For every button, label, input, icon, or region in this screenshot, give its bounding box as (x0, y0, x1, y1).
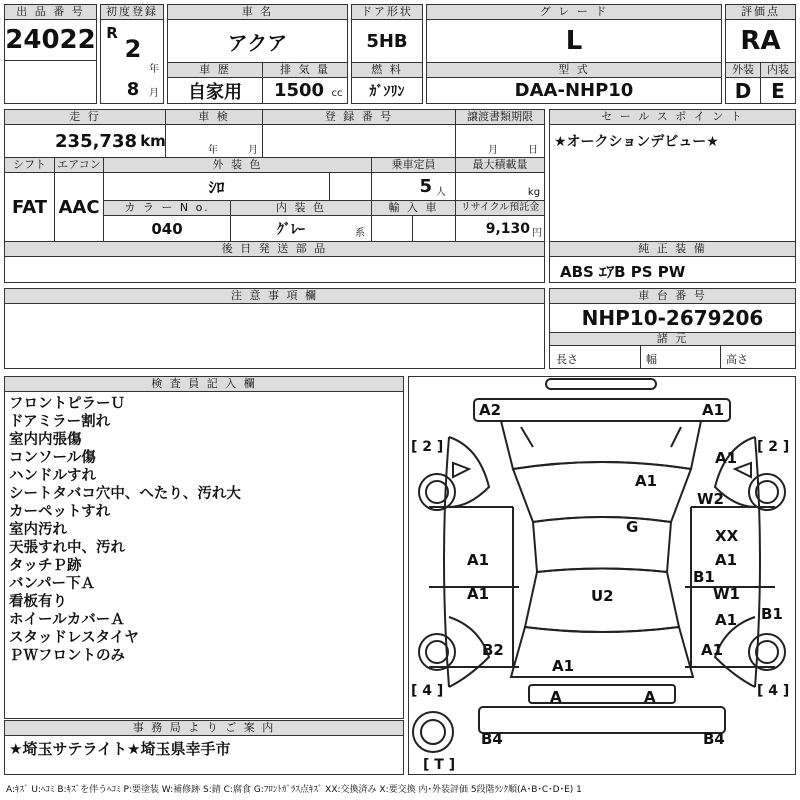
grade-box (426, 19, 722, 63)
capacity-box (371, 172, 456, 201)
equipment-value: ABS ｴｱB PS PW (560, 263, 686, 281)
transfer-month-unit: 月 (488, 144, 498, 156)
interior-header: 内装 (760, 62, 796, 78)
note-item: カーペットすれ (9, 504, 111, 520)
office-header: 事 務 局 よ り ご 案 内 (4, 720, 404, 736)
reg-no-box (262, 124, 456, 158)
note-item: 看板有り (9, 594, 67, 610)
fuel-box (351, 77, 423, 104)
width-label: 幅 (646, 353, 657, 366)
equipment-header: 純 正 装 備 (549, 241, 796, 257)
car-name-value: アクア (227, 30, 288, 55)
lot-no-value: 24022 (5, 25, 96, 55)
color-no-header: カ ラ ー N o. (103, 200, 231, 216)
color-no-value: 040 (151, 219, 183, 238)
door-header: ドア形状 (351, 4, 423, 20)
inspector-notes (9, 395, 241, 665)
aircon-header: エアコン (54, 157, 104, 173)
damage-mark: A1 (552, 657, 575, 675)
door-value: 5HB (366, 30, 408, 52)
ext-color-box (103, 172, 372, 201)
first-reg-box (100, 19, 164, 104)
displacement-unit: cc (331, 87, 343, 99)
int-color-unit: 系 (355, 227, 365, 239)
tire-front-right: [ 2 ] (757, 439, 790, 455)
damage-mark: XX (715, 527, 739, 545)
shift-header: シフト (4, 157, 55, 173)
recycle-value: 9,130 (485, 220, 530, 237)
damage-mark: B4 (481, 730, 503, 748)
max-load-unit: kg (527, 186, 541, 198)
damage-mark: A1 (635, 472, 658, 490)
office-value: ★埼玉サテライト★埼玉県幸手市 (9, 740, 231, 758)
car-name-header: 車 名 (167, 4, 348, 20)
note-item: 室内汚れ (9, 522, 67, 538)
insp-year-unit: 年 (208, 144, 218, 156)
sales-point-header: セ ー ル ス ポ イ ン ト (549, 109, 796, 125)
inspector-box (4, 391, 404, 719)
tire-front-left: [ 2 ] (411, 439, 444, 455)
reg-no-header: 登 録 番 号 (262, 109, 456, 125)
capacity-value: 5 (419, 176, 432, 197)
import-box (371, 215, 456, 242)
int-color-header: 内 装 色 (230, 200, 372, 216)
grade-value: L (565, 26, 583, 56)
lot-no-lower (4, 60, 97, 104)
damage-mark: B2 (482, 641, 504, 659)
model-value: DAA-NHP10 (514, 80, 634, 101)
inspection-box (165, 124, 263, 158)
chassis-value: NHP10-2679206 (581, 306, 764, 330)
month-unit: 月 (149, 87, 159, 99)
damage-mark: A1 (715, 449, 738, 467)
damage-mark: A1 (701, 641, 724, 659)
displacement-value: 1500 (273, 80, 325, 101)
displacement-header: 排 気 量 (262, 62, 348, 78)
tire-rear-left: [ 4 ] (411, 683, 444, 699)
damage-mark: B1 (693, 568, 715, 586)
eval-value: RA (740, 26, 781, 56)
damage-mark: A1 (467, 551, 490, 569)
eval-box (725, 19, 796, 63)
mileage-value: 235,738 (55, 130, 137, 152)
int-color-value: ｸﾞﾚｰ (277, 221, 305, 238)
note-item: ホイールカバーＡ (9, 612, 125, 628)
year-value: 2 (124, 35, 142, 63)
damage-mark: A (550, 688, 562, 706)
dimensions-box (549, 345, 796, 369)
month-value: 8 (126, 78, 140, 100)
damage-mark: A1 (715, 611, 738, 629)
later-parts-box (4, 256, 545, 283)
damage-mark: A (644, 688, 656, 706)
damage-mark: A1 (702, 401, 725, 419)
interior-box (760, 77, 796, 104)
shift-box (4, 172, 55, 242)
chassis-box (549, 303, 796, 333)
damage-mark: W1 (713, 585, 740, 603)
tire-spare: [ T ] (423, 757, 456, 773)
note-item: ハンドルすれ (9, 468, 96, 484)
note-item: ドアミラー割れ (9, 414, 111, 430)
recycle-box (455, 215, 545, 242)
mileage-header: 走 行 (4, 109, 166, 125)
tire-rear-right: [ 4 ] (757, 683, 790, 699)
caution-header: 注 意 事 項 欄 (4, 288, 545, 304)
grade-header: グ レ ー ド (426, 4, 722, 20)
era-value: R (106, 24, 118, 42)
lot-no-box (4, 19, 97, 61)
damage-mark: B4 (703, 730, 725, 748)
color-no-box (103, 215, 231, 242)
damage-mark: U2 (591, 587, 614, 605)
note-item: シートタバコ穴中、へたり、汚れ大 (9, 486, 241, 502)
aircon-value: AAC (58, 196, 100, 218)
transfer-header: 譲渡書類期限 (455, 109, 545, 125)
first-reg-header: 初度登録 (100, 4, 164, 20)
fuel-header: 燃 料 (351, 62, 423, 78)
transfer-box (455, 124, 545, 158)
note-item: バンパー下Ａ (9, 576, 95, 592)
car-name-box (167, 19, 348, 63)
mileage-unit: km (140, 132, 166, 150)
lot-no-header: 出 品 番 号 (4, 4, 97, 20)
note-item: コンソール傷 (9, 450, 96, 466)
model-box (426, 77, 722, 104)
length-label: 長さ (556, 353, 578, 366)
model-header: 型 式 (426, 62, 722, 78)
max-load-box (455, 172, 545, 201)
capacity-header: 乗車定員 (371, 157, 456, 173)
fuel-value: ｶﾞｿﾘﾝ (369, 83, 405, 100)
history-value: 自家用 (188, 81, 242, 103)
car-diagram (408, 376, 796, 775)
inspector-header: 検 査 員 記 入 欄 (4, 376, 404, 392)
history-box (167, 77, 263, 104)
note-item: ＰＷフロントのみ (9, 648, 125, 664)
damage-mark: B1 (761, 605, 783, 623)
note-item: 天張すれ中、汚れ (9, 540, 125, 556)
recycle-header: リサイクル預託金 (455, 200, 545, 216)
damage-mark: A1 (715, 551, 738, 569)
recycle-unit: 円 (532, 227, 542, 239)
note-item: タッチＰ跡 (9, 558, 82, 574)
ext-color-header: 外 装 色 (103, 157, 372, 173)
damage-mark: A2 (479, 401, 502, 419)
ext-color-value: ｼﾛ (208, 178, 225, 197)
office-box (4, 735, 404, 775)
dimensions-header: 諸 元 (549, 332, 796, 346)
note-item: スタッドレスタイヤ (9, 630, 139, 646)
import-header: 輸 入 車 (371, 200, 456, 216)
caution-box (4, 303, 545, 369)
sales-point-value: ★オークションデビュー★ (554, 134, 719, 150)
capacity-unit: 人 (436, 186, 446, 198)
later-parts-header: 後 日 発 送 部 品 (4, 241, 545, 257)
damage-mark: G (626, 518, 639, 536)
note-item: 室内内張傷 (9, 432, 82, 448)
shift-value: FAT (11, 196, 48, 218)
history-header: 車 歴 (167, 62, 263, 78)
damage-mark: A1 (467, 585, 490, 603)
aircon-box (54, 172, 104, 242)
exterior-box (725, 77, 761, 104)
max-load-header: 最大積載量 (455, 157, 545, 173)
transfer-day-unit: 日 (528, 144, 538, 156)
note-item: フロントピラーＵ (9, 396, 125, 412)
insp-month-unit: 月 (248, 144, 258, 156)
door-box (351, 19, 423, 63)
inspection-header: 車 検 (165, 109, 263, 125)
year-unit: 年 (149, 63, 159, 75)
displacement-box (262, 77, 348, 104)
mileage-box (4, 124, 166, 158)
height-label: 高さ (726, 353, 748, 366)
interior-value: E (771, 78, 785, 103)
damage-mark: W2 (697, 490, 724, 508)
legend-text: A:ｷｽﾞ U:ﾍｺﾐ B:ｷｽﾞを伴うﾍｺﾐ P:要塗装 W:補修跡 S:錆 C:腐食 G:ﾌﾛﾝﾄｶﾞﾗｽ点ｷｽﾞ XX:交換済み X:要交換 内･外装評価 5段階ﾗﾝｸ順(A･B･C･D･E) 1 (6, 785, 582, 795)
exterior-value: D (734, 78, 752, 103)
int-color-box (230, 215, 372, 242)
chassis-header: 車 台 番 号 (549, 288, 796, 304)
exterior-header: 外装 (725, 62, 761, 78)
eval-header: 評価点 (725, 4, 796, 20)
car-outline-svg (409, 377, 795, 774)
equipment-box (549, 256, 796, 283)
sales-point-box (549, 124, 796, 242)
